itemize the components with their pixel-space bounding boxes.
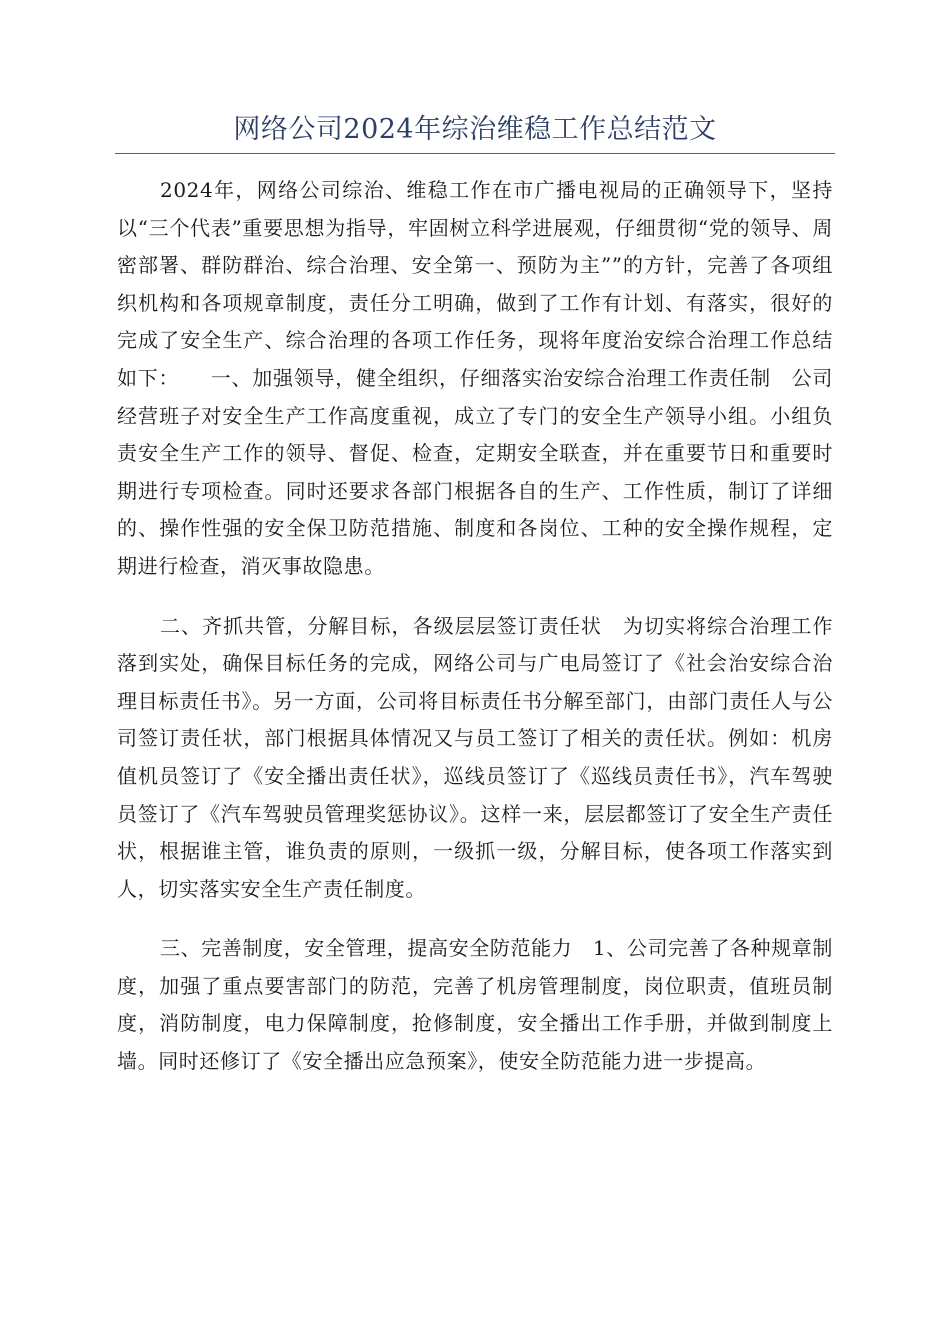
document-body (117, 172, 833, 1103)
paragraph-3: 三、完善制度，安全管理，提高安全防范能力 1、公司完善了各种规章制度，加强了重点要害部门的防范，完善了机房管理制度，岗位职责，值班员制度，消防制度，电力保障制度，抢修制度，安全播出工作手册，并做到制度上墙。同时还修订了《安全播出应急预案》，使安全防范能力进一步提高。 (117, 936, 833, 1074)
title-underline (115, 153, 835, 154)
paragraph-1: 2024年，网络公司综治、维稳工作在市广播电视局的正确领导下，坚持以“三个代表”重要思想为指导，牢固树立科学进展观，仔细贯彻“党的领导、周密部署、群防群治、综合治理、安全第一、预防为主””的方针，完善了各项组织机构和各项规章制度，责任分工明确，做到了工作有计划、有落实，很好的完成了安全生产、综合治理的各项工作任务，现将年度治安综合治理工作总结如下： 一、加强领导，健全组织，仔细落实治安综合治理工作责任制 公司经营班子对安全生产工作高度重视，成立了专门的安全生产领导小组。小组负责安全生产工作的领导、督促、检查，定期安全联查，并在重要节日和重要时期进行专项检查。同时还要求各部门根据各自的生产、工作性质，制订了详细的、操作性强的安全保卫防范措施、制度和各岗位、工种的安全操作规程，定期进行检查，消灭事故隐患。 (117, 178, 833, 578)
document-title: 网络公司2024年综治维稳工作总结范文 (233, 114, 717, 145)
paragraph-2: 二、齐抓共管，分解目标，各级层层签订责任状 为切实将综合治理工作落到实处，确保目标任务的完成，网络公司与广电局签订了《社会治安综合治理目标责任书》。另一方面，公司将目标责任书分解至部门，由部门责任人与公司签订责任状，部门根据具体情况又与员工签订了相关的责任状。例如：机房值机员签订了《安全播出责任状》，巡线员签订了《巡线员责任书》，汽车驾驶员签订了《汽车驾驶员管理奖惩协议》。这样一来，层层都签订了安全生产责任状，根据谁主管，谁负责的原则，一级抓一级，分解目标，使各项工作落实到人，切实落实安全生产责任制度。 (117, 613, 833, 901)
